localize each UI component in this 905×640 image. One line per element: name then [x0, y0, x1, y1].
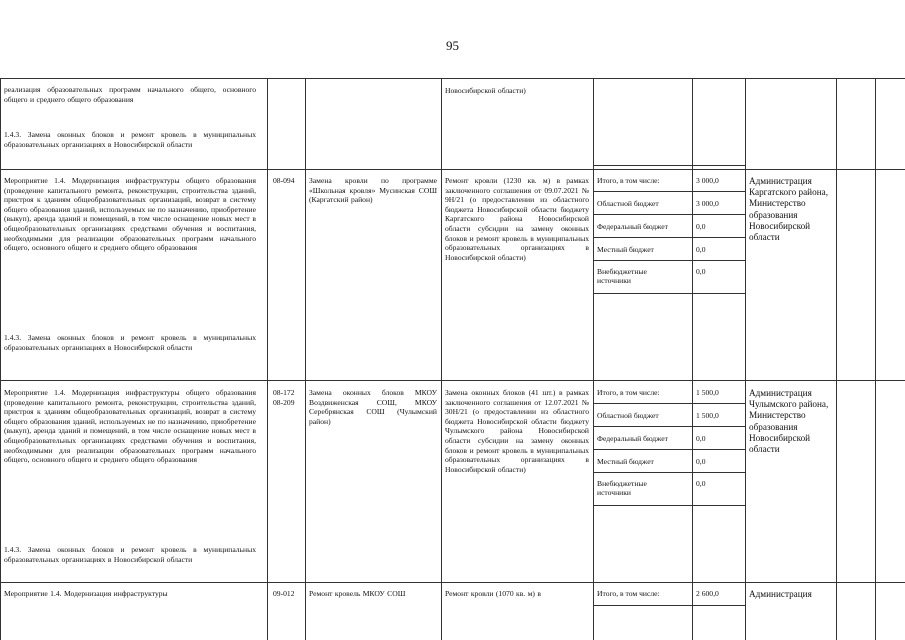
col-separator: [692, 78, 693, 640]
funding-value: 2 600,0: [696, 589, 719, 598]
funding-source: Местный бюджет: [597, 245, 654, 254]
funding-value: 0,0: [696, 457, 706, 466]
measure-object: Ремонт кровель МКОУ СОШ: [309, 589, 406, 598]
col-separator: [875, 78, 876, 640]
col-separator: [836, 78, 837, 640]
funding-source: Итого, в том числе:: [597, 388, 660, 397]
funding-source: Местный бюджет: [597, 457, 654, 466]
funding-line: [593, 237, 746, 238]
funding-source: Внебюджетные источники: [597, 479, 647, 497]
measure-subitem: 1.4.3. Замена оконных блоков и ремонт кровель в муниципальных образовательных организациях в Новосибирской области: [4, 333, 259, 352]
measure-title: реализация образовательных программ начального общего, основного общего и среднего общего образования: [4, 85, 259, 104]
measure-code: 09-012: [273, 589, 295, 598]
funding-line: [593, 505, 746, 506]
measure-title: Мероприятие 1.4. Модернизация инфраструктуры общего образования (проведение капитального ремонта, реконструкции, строительства зданий, пристроя к зданиям общеобразовательных организаций, возврат в систему общего образования зданий, используемых не по назначению, приобретение (выкуп), аренда зданий и помещений, в том числе оснащение новых мест в общеобразовательных организациях средствами обучения и воспитания, необходимыми для реализации образовательных программ начального общего, основного общего и среднего общего образования: [4, 388, 259, 465]
funding-value: 0,0: [696, 245, 706, 254]
funding-source: Итого, в том числе:: [597, 589, 660, 598]
col-separator: [441, 78, 442, 640]
funding-source: Областной бюджет: [597, 199, 659, 208]
measure-subitem: 1.4.3. Замена оконных блоков и ремонт кровель в муниципальных образовательных организациях в Новосибирской области: [4, 545, 259, 564]
executor: Администрация Чулымского района, Министерство образования Новосибирской области: [749, 388, 829, 455]
measure-description: Ремонт кровли (1230 кв. м) в рамках заключенного соглашения от 09.07.2021 № 9Н/21 (о предоставлении из областного бюджета Новосибирской области бюджету Каргатского района Новосибирской области субсидии на замену оконных блоков и ремонт кровель в муниципальных образовательных организациях в Новосибирской области): [445, 176, 592, 262]
measure-object: Замена оконных блоков МКОУ Воздвиженская СОШ, МКОУ Серебрянская СОШ (Чулымский район): [309, 388, 440, 426]
row-separator: [0, 169, 905, 170]
funding-value: 1 500,0: [696, 411, 719, 420]
funding-line: [593, 293, 746, 294]
funding-line: [593, 403, 746, 404]
measure-description: Замена оконных блоков (41 шт.) в рамках заключенного соглашения от 12.07.2021 № 30Н/21 (о предоставлении из областного бюджета Новосибирской области бюджету Чулымского района Новосибирской области субсидии на замену оконных блоков и ремонт кровель в муниципальных образовательных организациях в Новосибирской области): [445, 388, 592, 474]
funding-line: [593, 449, 746, 450]
measure-description: Новосибирской области): [445, 86, 526, 95]
funding-value: 0,0: [696, 479, 706, 488]
measure-title: Мероприятие 1.4. Модернизация инфраструктуры общего образования (проведение капитального ремонта, реконструкции, строительства зданий, пристроя к зданиям общеобразовательных организаций, возврат в систему общего образования зданий, используемых не по назначению, приобретение (выкуп), аренда зданий и помещений, в том числе оснащение новых мест в общеобразовательных организациях средствами обучения и воспитания, необходимыми для реализации образовательных программ начального общего, основного общего и среднего общего образования: [4, 176, 259, 253]
page-number: 95: [446, 38, 459, 53]
row-separator: [0, 380, 905, 381]
funding-source: Федеральный бюджет: [597, 222, 668, 231]
executor: Администрация: [749, 589, 812, 599]
funding-source: Внебюджетные источники: [597, 267, 647, 285]
funding-value: 3 000,0: [696, 176, 719, 185]
program-table: [0, 78, 905, 640]
funding-value: 3 000,0: [696, 199, 719, 208]
funding-line: [593, 260, 746, 261]
col-separator: [305, 78, 306, 640]
funding-value: 0,0: [696, 267, 706, 276]
row-separator: [0, 582, 905, 583]
funding-line: [593, 605, 746, 606]
funding-line: [593, 214, 746, 215]
measure-title: Мероприятие 1.4. Модернизация инфраструктуры: [4, 589, 168, 598]
funding-line: [593, 191, 746, 192]
funding-line: [593, 426, 746, 427]
funding-value: 0,0: [696, 434, 706, 443]
col-separator: [745, 78, 746, 640]
funding-value: 0,0: [696, 222, 706, 231]
funding-line: [593, 165, 746, 166]
measure-description: Ремонт кровли (1070 кв. м) в: [445, 589, 541, 598]
executor: Администрация Каргатского района, Министерство образования Новосибирской области: [749, 176, 828, 243]
measure-object: Замена кровли по программе «Школьная кровля» Мусинская СОШ (Каргатский район): [309, 176, 440, 205]
funding-line: [593, 472, 746, 473]
col-separator: [0, 78, 1, 640]
funding-source: Итого, в том числе:: [597, 176, 660, 185]
row-separator: [0, 78, 905, 79]
funding-source: Областной бюджет: [597, 411, 659, 420]
measure-code: 08-172 08-209: [273, 388, 295, 407]
measure-code: 08-094: [273, 176, 295, 185]
col-separator: [267, 78, 268, 640]
col-separator: [593, 78, 594, 640]
measure-subitem: 1.4.3. Замена оконных блоков и ремонт кровель в муниципальных образовательных организациях в Новосибирской области: [4, 130, 259, 149]
funding-value: 1 500,0: [696, 388, 719, 397]
funding-source: Федеральный бюджет: [597, 434, 668, 443]
